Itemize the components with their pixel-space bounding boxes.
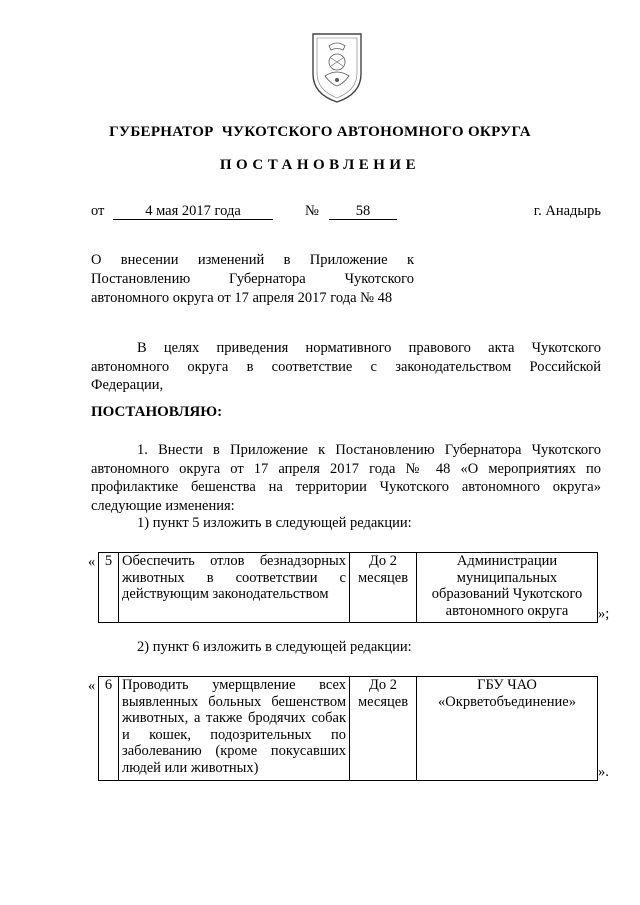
- from-label: от: [91, 203, 105, 219]
- responsible-cell: [417, 553, 598, 623]
- open-quote: «: [88, 678, 96, 694]
- responsible-line: ГБУ ЧАО: [477, 677, 537, 693]
- document-type: ПОСТАНОВЛЕНИЕ: [219, 157, 421, 173]
- subject-line: О внесении изменений в Приложение к: [91, 252, 414, 268]
- responsible-line: муниципальных: [456, 569, 558, 586]
- term-line: До 2: [368, 677, 398, 693]
- coat-of-arms-icon: [303, 28, 371, 106]
- action-line: выявленных больных бешенством: [122, 693, 346, 710]
- table-row: [99, 553, 598, 623]
- close-quote: »;: [598, 606, 610, 622]
- governor-title: ГУБЕРНАТОР ЧУКОТСКОГО АВТОНОМНОГО ОКРУГА: [109, 124, 531, 140]
- subject-line: автономного округа от 17 апреля 2017 года № 48: [91, 290, 393, 306]
- subitem-1: 1) пункт 5 изложить в следующей редакции:: [137, 515, 412, 531]
- action-line: действующим законодательством: [122, 586, 329, 602]
- item-1-line: профилактике бешенства на территории Чукотского автономного округа»: [91, 479, 601, 496]
- term-line: месяцев: [357, 569, 409, 586]
- preamble-line: автономного округа в соответствие с законодательством Российской: [91, 358, 601, 375]
- term-line: До 2: [368, 553, 398, 569]
- item-1-line: следующие изменения:: [91, 497, 235, 514]
- action-cell: [119, 553, 350, 623]
- subitem-2: 2) пункт 6 изложить в следующей редакции:: [137, 639, 412, 655]
- responsible-line: образований Чукотского: [431, 586, 583, 602]
- city: г. Анадырь: [533, 203, 601, 219]
- item-1-line: автономного округа от 17 апреля 2017 года № 48 «О мероприятиях по: [91, 460, 601, 477]
- open-quote: «: [88, 554, 96, 570]
- responsible-line: «Окрветобъединение»: [438, 693, 576, 710]
- action-line: людей или животных): [122, 759, 259, 776]
- action-line: Обеспечить отлов безнадзорных: [122, 553, 346, 569]
- subject-line: Постановлению Губернатора Чукотского: [91, 271, 414, 287]
- close-quote: ».: [598, 764, 609, 780]
- table-row: [99, 677, 598, 781]
- term-line: месяцев: [357, 693, 409, 710]
- responsible-line: Администрации: [456, 553, 558, 569]
- term-cell: [350, 677, 417, 781]
- decree-word: ПОСТАНОВЛЯЮ:: [91, 404, 223, 420]
- document-subject: [91, 251, 414, 308]
- amendment-table-6: [98, 676, 598, 781]
- item-1: [91, 441, 601, 515]
- action-line: Проводить умерщвление всех: [122, 677, 346, 693]
- document-number: 58: [329, 203, 397, 220]
- term-cell: [350, 553, 417, 623]
- item-1-line: 1. Внести в Приложение к Постановлению Губернатора Чукотского: [137, 442, 601, 458]
- preamble-line: Федерации,: [91, 377, 164, 394]
- action-line: животных, а также бродячих собак: [122, 710, 346, 726]
- date-line: [91, 203, 601, 223]
- responsible-line: автономного округа: [445, 602, 569, 619]
- preamble: [91, 339, 601, 395]
- responsible-cell: [417, 677, 598, 781]
- number-label: №: [305, 203, 319, 219]
- amendment-table-5: [98, 552, 598, 623]
- action-line: заболеванию (кроме покусавших: [122, 743, 346, 759]
- preamble-line: В целях приведения нормативного правового акта Чукотского: [137, 340, 601, 356]
- action-line: и кошек, подозрительных по: [122, 726, 346, 743]
- document-date: 4 мая 2017 года: [113, 203, 273, 220]
- action-cell: [119, 677, 350, 781]
- coat-of-arms-emblem: [303, 28, 371, 106]
- action-line: животных в соответствии с: [122, 569, 346, 586]
- row-number: 6: [99, 677, 119, 781]
- row-number: 5: [99, 553, 119, 623]
